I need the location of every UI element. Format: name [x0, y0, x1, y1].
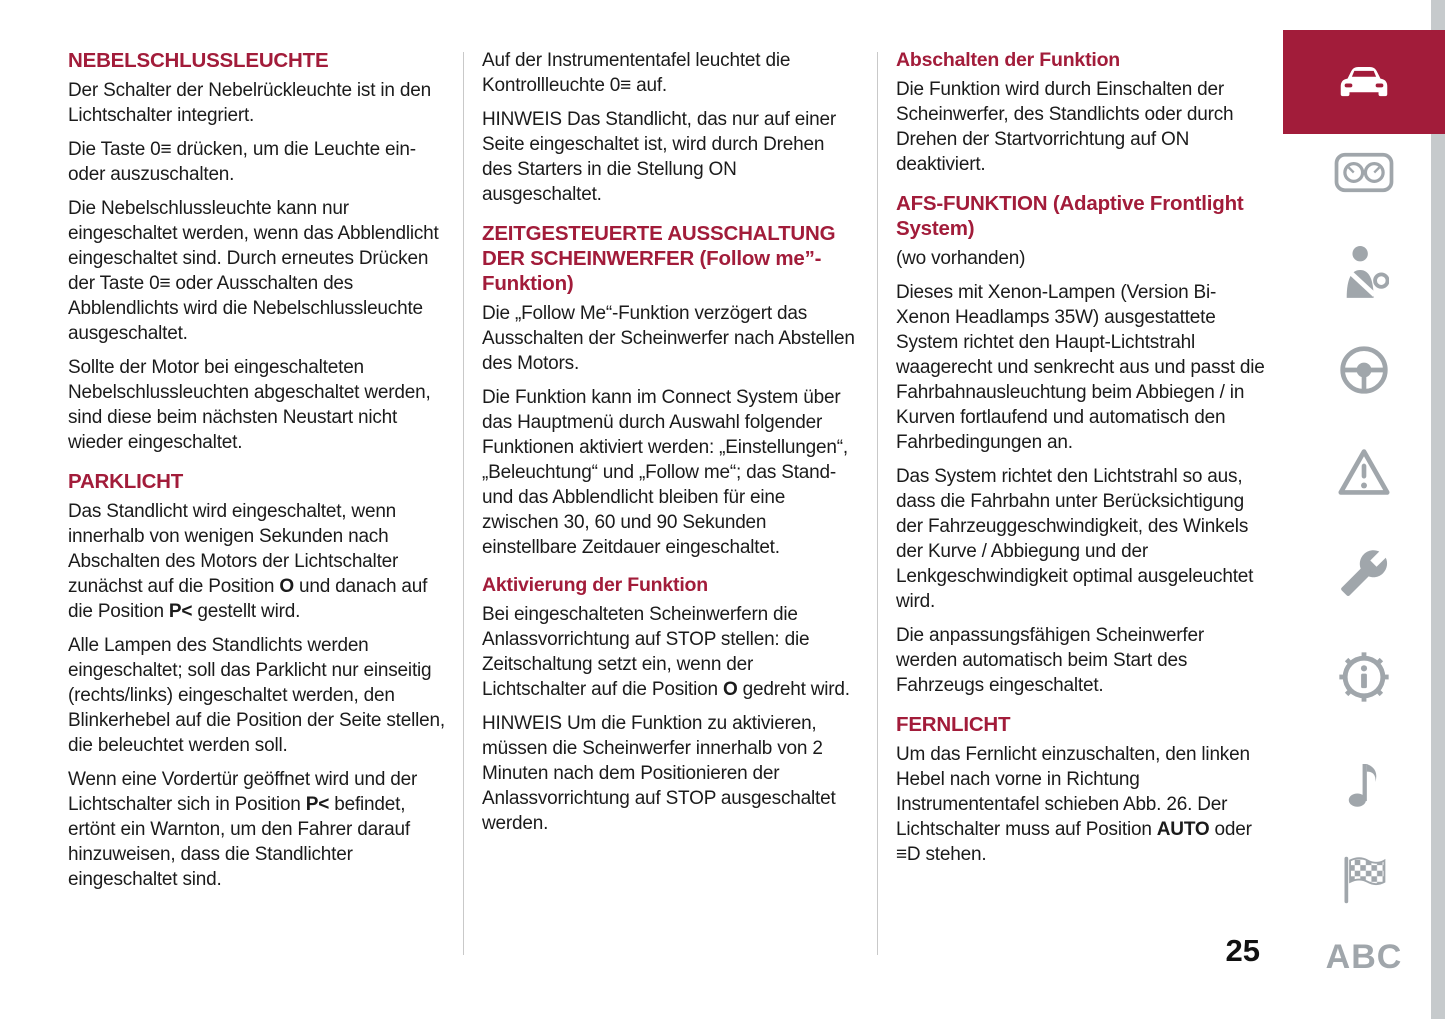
paragraph: (wo vorhanden)	[896, 248, 1026, 269]
seatbelt-icon	[1339, 244, 1389, 298]
chapter-tab-active	[1283, 30, 1445, 134]
gear-info-icon	[1335, 648, 1393, 706]
paragraph: Um das Fernlicht einzuschalten, den linken Hebel nach vorne in Richtung Instrumententafel schieben Abb. 26. Der Lichtschalter muss auf Position AUTO oder ≡D stehen.	[896, 744, 1252, 865]
index-label: ABC	[1325, 938, 1403, 976]
section-heading: ZEITGESTEUERTE AUSSCHALTUNG DER SCHEINWERFER (Follow me”-Funktion)	[482, 222, 836, 295]
car-front-icon	[1333, 63, 1395, 102]
paragraph: Die Nebelschlussleuchte kann nur eingeschaltet werden, wenn das Abblendlicht eingeschaltet sind. Durch erneutes Drücken der Taste 0≡ oder Ausschalten des Abblendlichts wird die Nebelschlussleuchte ausgeschaltet.	[68, 198, 439, 344]
paragraph: Dieses mit Xenon-Lampen (Version Bi-Xenon Headlamps 35W) ausgestattete System richtet den Haupt-Lichtstrahl waagerecht und senkrecht aus und passt die Fahrbahnausleuchtung beim Abbiegen / in Kurven fortlaufend und automatisch den Fahrbedingungen an.	[896, 282, 1265, 453]
paragraph: Die Funktion wird durch Einschalten der Scheinwerfer, des Standlichts oder durch Drehen der Startvorrichtung auf ON deaktiviert.	[896, 79, 1234, 175]
paragraph: Wenn eine Vordertür geöffnet wird und der Lichtschalter sich in Position P< befindet, ertönt ein Warnton, um den Fahrer darauf hinzuweisen, dass die Standlichter eingeschaltet sind.	[68, 769, 418, 890]
text-column-3	[896, 48, 1268, 876]
chapter-tab-finish	[1283, 854, 1445, 906]
music-note-icon	[1345, 756, 1383, 810]
text-column-1	[68, 48, 446, 901]
paragraph: Das Standlicht wird eingeschaltet, wenn innerhalb von wenigen Sekunden nach Abschalten des Motors der Lichtschalter zunächst auf die Position O und danach auf die Position P< gestellt wird.	[68, 501, 428, 622]
paragraph: Der Schalter der Nebelrückleuchte ist in den Lichtschalter integriert.	[68, 80, 431, 126]
chapter-tab-index	[1283, 938, 1445, 977]
section-heading: AFS-FUNKTION (Adaptive Frontlight System)	[896, 192, 1244, 240]
paragraph: Die anpassungsfähigen Scheinwerfer werden automatisch beim Start des Fahrzeugs eingeschaltet.	[896, 625, 1204, 696]
paragraph: HINWEIS Das Standlicht, das nur auf einer Seite eingeschaltet ist, wird durch Drehen des Starters in die Stellung ON ausgeschaltet.	[482, 109, 837, 205]
subsection-heading: Abschalten der Funktion	[896, 49, 1121, 71]
paragraph: Auf der Instrumententafel leuchtet die Kontrollleuchte 0≡ auf.	[482, 50, 791, 96]
warning-triangle-icon	[1336, 446, 1392, 498]
text-column-2	[482, 48, 855, 845]
chapter-tab-service	[1283, 548, 1445, 598]
page-number: 25	[1225, 933, 1260, 968]
chapter-tab-dashboard	[1283, 152, 1445, 193]
wrench-icon	[1339, 548, 1389, 598]
subsection-heading: Aktivierung der Funktion	[482, 574, 708, 596]
chapter-tab-multimedia	[1283, 756, 1445, 810]
instrument-cluster-icon	[1334, 152, 1394, 193]
paragraph: HINWEIS Um die Funktion zu aktivieren, müssen die Scheinwerfer innerhalb von 2 Minuten nach dem Positionieren der Anlassvorrichtung auf STOP ausgeschaltet werden.	[482, 713, 836, 834]
section-heading: PARKLICHT	[68, 470, 184, 493]
chapter-tab-driving	[1283, 344, 1445, 396]
paragraph: Alle Lampen des Standlichts werden eingeschaltet; soll das Parklicht nur einseitig (rechts/links) eingeschaltet werden, den Blinkerhebel auf die Position der Seite stellen, die beleuchtet werden soll.	[68, 635, 445, 756]
paragraph: Die „Follow Me“-Funktion verzögert das Ausschalten der Scheinwerfer nach Abstellen des Motors.	[482, 303, 855, 374]
chapter-tab-safety	[1283, 244, 1445, 298]
paragraph: Die Taste 0≡ drücken, um die Leuchte ein- oder auszuschalten.	[68, 139, 416, 185]
paragraph: Sollte der Motor bei eingeschalteten Nebelschlussleuchten abgeschaltet werden, sind diese beim nächsten Neustart nicht wieder eingeschaltet.	[68, 357, 431, 453]
chapter-tab-technical-data	[1283, 648, 1445, 706]
steering-wheel-icon	[1338, 344, 1390, 396]
paragraph: Bei eingeschalteten Scheinwerfern die Anlassvorrichtung auf STOP stellen: die Zeitschaltung setzt ein, wenn der Lichtschalter auf die Position O gedreht wird.	[482, 604, 850, 700]
column-divider	[463, 52, 464, 955]
paragraph: Die Funktion kann im Connect System über das Hauptmenü durch Auswahl folgender Funktionen aktiviert werden: „Einstellungen“, „Beleuchtung“ und „Follow me“; das Stand- und das Abblendlicht bleiben für eine zwischen 30, 60 und 90 Sekunden einstellbare Zeitdauer eingeschaltet.	[482, 387, 848, 558]
checkered-flag-icon	[1338, 854, 1390, 906]
section-heading: FERNLICHT	[896, 713, 1011, 736]
column-divider	[877, 52, 878, 955]
chapter-tab-warning	[1283, 446, 1445, 498]
section-heading: NEBELSCHLUSSLEUCHTE	[68, 49, 329, 72]
paragraph: Das System richtet den Lichtstrahl so aus, dass die Fahrbahn unter Berücksichtigung der Fahrzeuggeschwindigkeit, des Winkels der Kurve / Abbiegung und der Lenkgeschwindigkeit optimal ausgeleuchtet wird.	[896, 466, 1254, 612]
